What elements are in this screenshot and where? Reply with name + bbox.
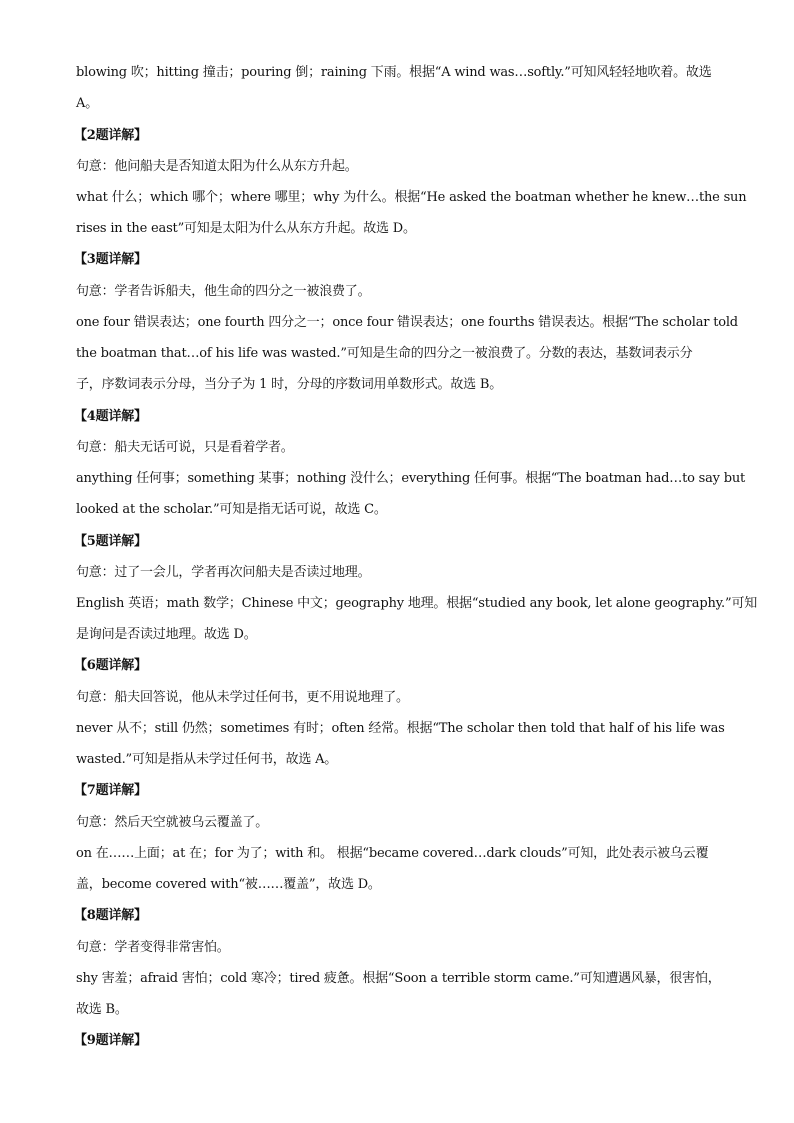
text-line: one four 错误表达；one fourth 四分之一；once four 错误表达；one fourths 错误表达。根据“The scholar told <box>76 315 738 330</box>
text-line: looked at the scholar.”可知是指无话可说，故选 C。 <box>76 502 387 517</box>
text-line: A。 <box>76 96 98 111</box>
text-line: 句意：学者告诉船夫，他生命的四分之一被浪费了。 <box>76 284 371 299</box>
text-line: anything 任何事；something 某事；nothing 没什么；everything 任何事。根据“The boatman had…to say but <box>76 471 746 486</box>
section-header: 【4题详解】 <box>74 409 147 424</box>
section-header: 【9题详解】 <box>74 1033 147 1048</box>
section-header: 【5题详解】 <box>74 534 147 549</box>
text-line: the boatman that…of his life was wasted.”可知是生命的四分之一被浪费了。分数的表达，基数词表示分 <box>76 346 693 361</box>
text-line: 盖，become covered with“被……覆盖”，故选 D。 <box>76 877 381 892</box>
text-line: 句意：船夫回答说，他从未学过任何书，更不用说地理了。 <box>76 690 409 705</box>
text-line: 故选 B。 <box>76 1002 128 1017</box>
text-line: shy 害羞；afraid 害怕；cold 寒冷；tired 疲惫。根据“Soon a terrible storm came.”可知遭遇风暴，很害怕， <box>76 971 721 986</box>
text-line: 句意：他问船夫是否知道太阳为什么从东方升起。 <box>76 159 358 174</box>
text-line: 句意：学者变得非常害怕。 <box>76 940 230 955</box>
text-line: 句意：然后天空就被乌云覆盖了。 <box>76 815 269 830</box>
text-line: 句意：船夫无话可说，只是看着学者。 <box>76 440 294 455</box>
text-line: rises in the east”可知是太阳为什么从东方升起。故选 D。 <box>76 221 416 236</box>
section-header: 【8题详解】 <box>74 908 147 923</box>
text-line: what 什么；which 哪个；where 哪里；why 为什么。根据“He asked the boatman whether he knew…the sun <box>76 190 747 205</box>
text-line: 是询问是否读过地理。故选 D。 <box>76 627 257 642</box>
text-line: blowing 吹；hitting 撞击；pouring 倒；raining 下雨。根据“A wind was…softly.”可知风轻轻地吹着。故选 <box>76 65 712 80</box>
text-line: on 在……上面；at 在；for 为了；with 和。 根据“became covered…dark clouds”可知，此处表示被乌云覆 <box>76 846 709 861</box>
text-line: 子，序数词表示分母，当分子为 1 时，分母的序数词用单数形式。故选 B。 <box>76 377 503 392</box>
text-line: 句意：过了一会儿，学者再次问船夫是否读过地理。 <box>76 565 371 580</box>
section-header: 【7题详解】 <box>74 783 147 798</box>
text-line: English 英语；math 数学；Chinese 中文；geography 地理。根据“studied any book, let alone geography.”可知 <box>76 596 758 611</box>
text-line: never 从不；still 仍然；sometimes 有时；often 经常。根据“The scholar then told that half of his life was <box>76 721 725 736</box>
section-header: 【2题详解】 <box>74 128 147 143</box>
section-header: 【6题详解】 <box>74 658 147 673</box>
section-header: 【3题详解】 <box>74 252 147 267</box>
text-line: wasted.”可知是指从未学过任何书，故选 A。 <box>76 752 338 767</box>
